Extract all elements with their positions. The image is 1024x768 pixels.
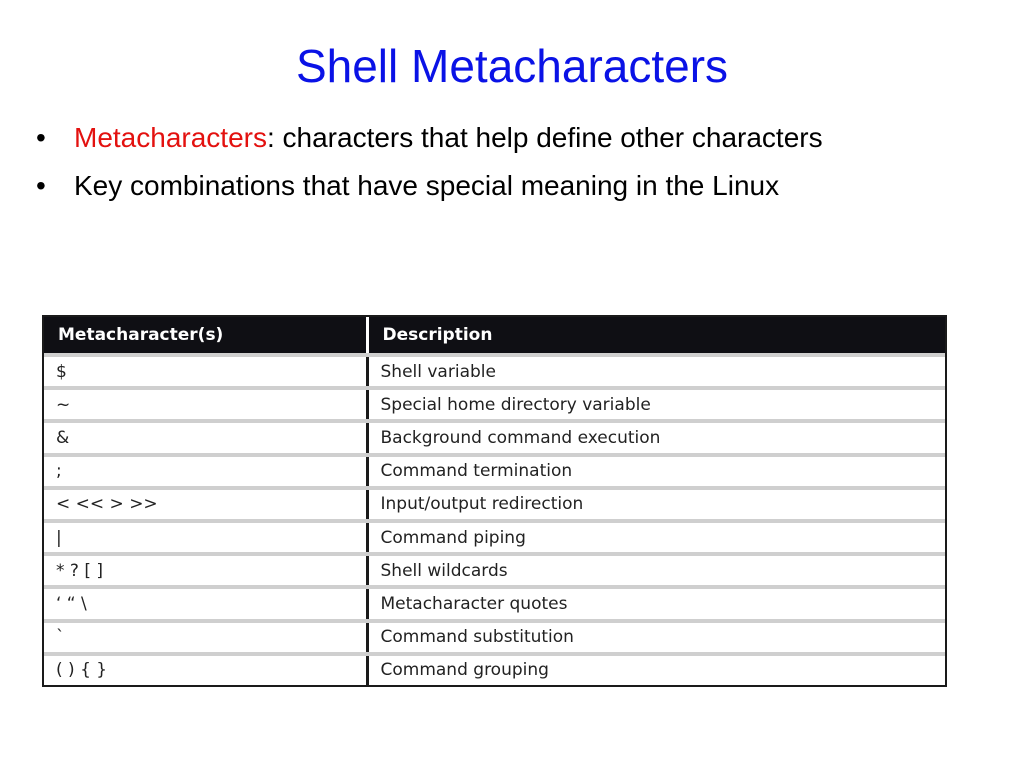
- metacharacter-cell: ( ) { }: [44, 654, 367, 685]
- bullet-marker: •: [36, 170, 46, 201]
- description-cell: Special home directory variable: [367, 388, 945, 421]
- table-row: [44, 554, 945, 587]
- metacharacter-cell: $: [44, 355, 367, 388]
- column-header-metacharacters: Metacharacter(s): [44, 317, 367, 355]
- bullet-list: [36, 116, 823, 212]
- description-cell: Shell wildcards: [367, 554, 945, 587]
- table-row: [44, 587, 945, 620]
- description-cell: Command substitution: [367, 621, 945, 654]
- bullet-term: Metacharacters: [74, 122, 267, 153]
- description-cell: Input/output redirection: [367, 488, 945, 521]
- metacharacter-cell: &: [44, 421, 367, 454]
- metacharacter-cell: * ? [ ]: [44, 554, 367, 587]
- description-cell: Shell variable: [367, 355, 945, 388]
- table-row: [44, 421, 945, 454]
- table-row: [44, 355, 945, 388]
- description-cell: Background command execution: [367, 421, 945, 454]
- slide-title: Shell Metacharacters: [295, 40, 729, 92]
- metacharacter-cell: |: [44, 521, 367, 554]
- table-header-row: [44, 317, 945, 355]
- bullet-item: [36, 164, 823, 212]
- table-row: [44, 488, 945, 521]
- description-cell: Command grouping: [367, 654, 945, 685]
- table-row: [44, 388, 945, 421]
- metacharacter-cell: < << > >>: [44, 488, 367, 521]
- table-row: [44, 621, 945, 654]
- metacharacter-cell: ‘ “ \: [44, 587, 367, 620]
- bullet-text: : characters that help define other characters: [266, 122, 823, 153]
- metacharacter-table: [42, 315, 947, 687]
- metacharacter-cell: ;: [44, 455, 367, 488]
- description-cell: Command termination: [367, 455, 945, 488]
- table-row: [44, 654, 945, 685]
- table-row: [44, 455, 945, 488]
- bullet-item: [36, 116, 823, 164]
- metacharacter-cell: `: [44, 621, 367, 654]
- bullet-text: Key combinations that have special meaning in the Linux: [74, 170, 780, 201]
- description-cell: Metacharacter quotes: [367, 587, 945, 620]
- bullet-marker: •: [36, 122, 46, 153]
- table-row: [44, 521, 945, 554]
- column-header-description: Description: [367, 317, 945, 355]
- description-cell: Command piping: [367, 521, 945, 554]
- metacharacter-cell: ~: [44, 388, 367, 421]
